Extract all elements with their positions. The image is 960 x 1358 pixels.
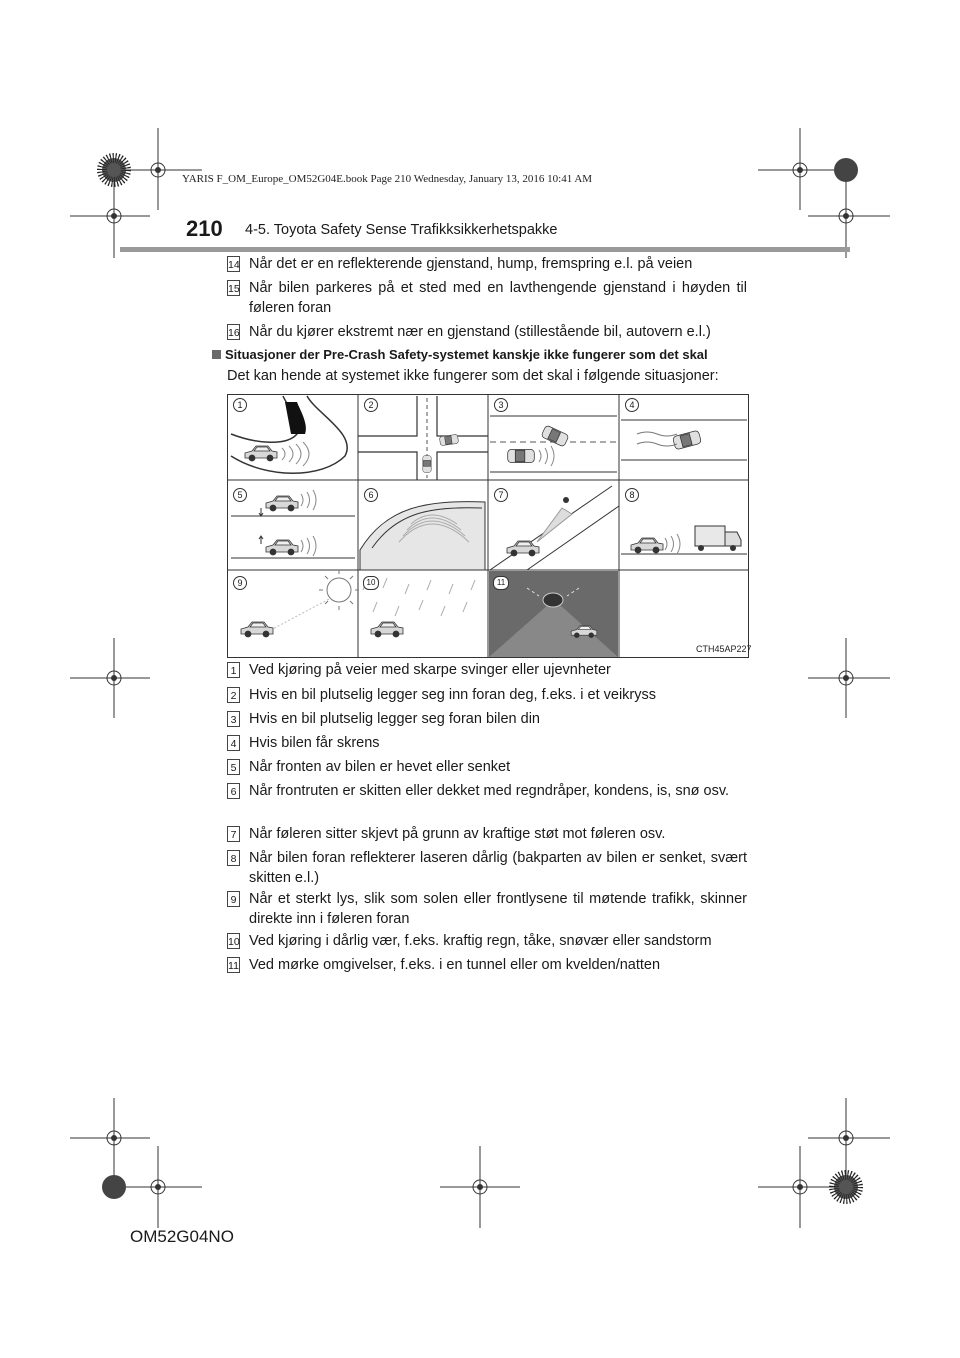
list-item	[227, 889, 747, 929]
item-number: 2	[227, 687, 240, 703]
item-text: Når fronten av bilen er hevet eller senket	[249, 759, 511, 775]
item-number: 10	[227, 933, 240, 949]
item-number: 3	[227, 711, 240, 727]
list-item	[227, 685, 747, 705]
list-item	[227, 757, 747, 777]
item-number: 7	[227, 826, 240, 842]
heading-square-icon	[212, 350, 221, 359]
panel-number-3: 3	[494, 398, 508, 412]
header-rule	[120, 247, 850, 252]
figure-illustration	[227, 394, 749, 658]
item-text: Når bilen parkeres på et sted med en lavthengende gjenstand i høyden til føleren foran	[249, 280, 747, 316]
item-text: Når det er en reflekterende gjenstand, hump, fremspring e.l. på veien	[249, 256, 693, 272]
list-item	[227, 660, 747, 680]
item-number: 9	[227, 891, 240, 907]
item-text: Ved mørke omgivelser, f.eks. i en tunnel eller om kvelden/natten	[249, 957, 661, 973]
list-item	[227, 824, 747, 844]
list-item	[227, 955, 747, 975]
item-number: 15	[227, 280, 240, 296]
item-text: Hvis en bil plutselig legger seg foran bilen din	[249, 711, 540, 727]
item-text: Hvis bilen får skrens	[249, 735, 380, 751]
panel-number-10: 10	[363, 576, 379, 590]
heading-text: Situasjoner der Pre-Crash Safety-systemet kanskje ikke fungerer som det skal	[225, 347, 708, 362]
panel-number-5: 5	[233, 488, 247, 502]
item-text: Ved kjøring på veier med skarpe svinger eller ujevnheter	[249, 662, 611, 678]
list-item	[227, 322, 747, 342]
panel-number-4: 4	[625, 398, 639, 412]
item-text: Når bilen foran reflekterer laseren dårlig (bakparten av bilen er senket, svært skitten e.l.)	[249, 850, 747, 886]
item-number: 1	[227, 662, 240, 678]
page-number: 210	[186, 216, 223, 241]
sub-heading	[212, 347, 708, 362]
list-item	[227, 848, 747, 888]
section-title: 4-5. Toyota Safety Sense Trafikksikkerhetspakke	[245, 222, 558, 238]
list-item	[227, 781, 747, 801]
panel-number-2: 2	[364, 398, 378, 412]
list-item	[227, 733, 747, 753]
item-number: 4	[227, 735, 240, 751]
item-text: Hvis en bil plutselig legger seg inn foran deg, f.eks. i et veikryss	[249, 687, 657, 703]
item-text: Når føleren sitter skjevt på grunn av kraftige støt mot føleren osv.	[249, 826, 666, 842]
print-header: YARIS F_OM_Europe_OM52G04E.book Page 210 Wednesday, January 13, 2016 10:41 AM	[182, 173, 593, 185]
figure-code: CTH45AP227	[696, 644, 752, 654]
situations-figure	[227, 394, 749, 658]
list-item	[227, 931, 747, 951]
document-code: OM52G04NO	[130, 1227, 234, 1246]
list-item	[227, 709, 747, 729]
panel-number-6: 6	[364, 488, 378, 502]
item-text: Når et sterkt lys, slik som solen eller frontlysene til møtende trafikk, skinner direkte inn i føleren foran	[249, 891, 747, 927]
intro-text: Det kan hende at systemet ikke fungerer som det skal i følgende situasjoner:	[227, 368, 719, 384]
panel-number-11: 11	[493, 576, 509, 590]
item-text: Når du kjører ekstremt nær en gjenstand (stillestående bil, autovern e.l.)	[249, 324, 711, 340]
item-number: 8	[227, 850, 240, 866]
item-number: 11	[227, 957, 240, 973]
item-number: 6	[227, 783, 240, 799]
item-number: 16	[227, 324, 240, 340]
panel-number-1: 1	[233, 398, 247, 412]
item-text: Ved kjøring i dårlig vær, f.eks. kraftig regn, tåke, snøvær eller sandstorm	[249, 933, 712, 949]
item-text: Når frontruten er skitten eller dekket med regndråper, kondens, is, snø osv.	[249, 783, 730, 799]
list-item	[227, 278, 747, 318]
panel-number-8: 8	[625, 488, 639, 502]
panel-number-7: 7	[494, 488, 508, 502]
item-number: 5	[227, 759, 240, 775]
item-number: 14	[227, 256, 240, 272]
list-item	[227, 254, 747, 274]
panel-number-9: 9	[233, 576, 247, 590]
